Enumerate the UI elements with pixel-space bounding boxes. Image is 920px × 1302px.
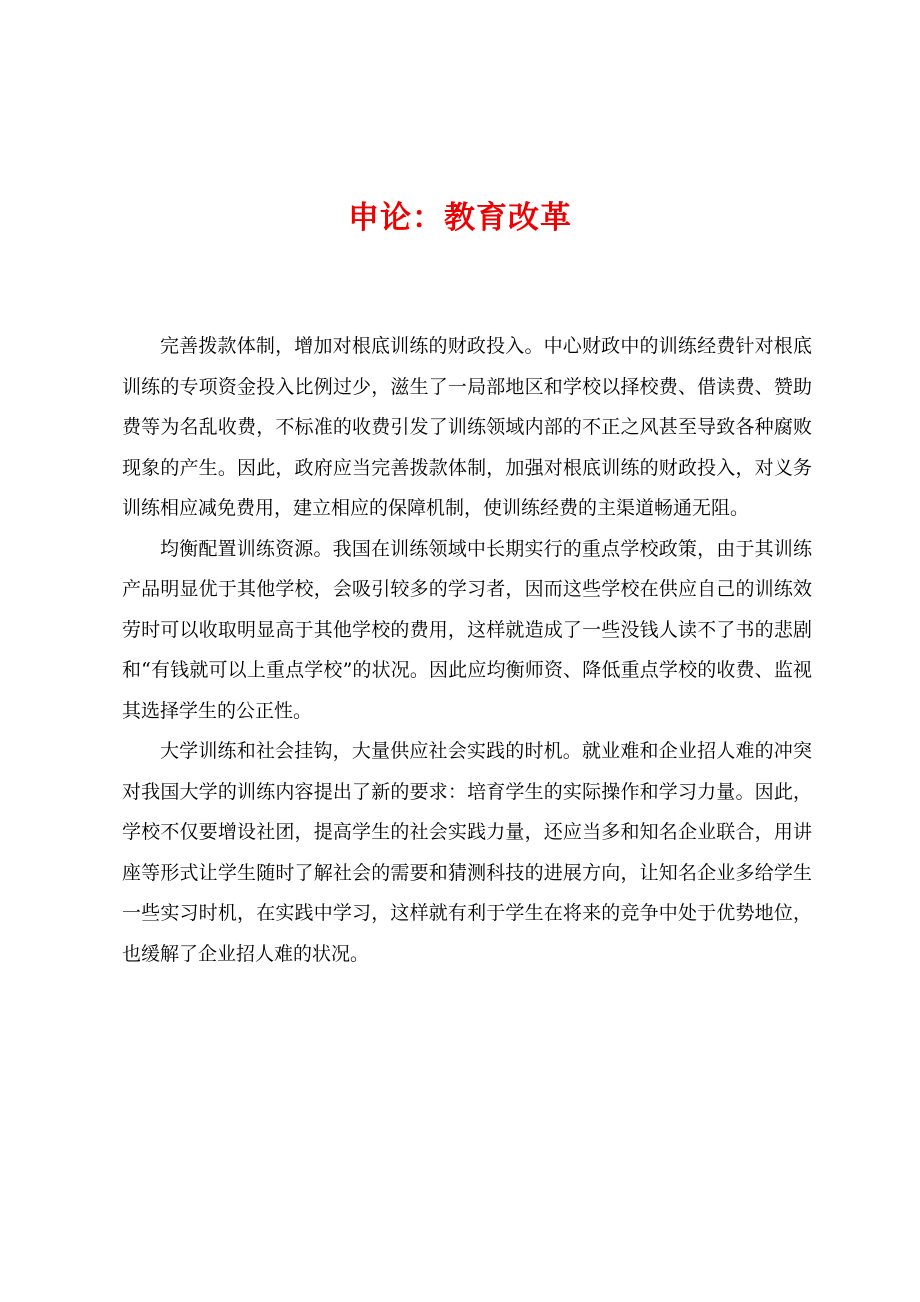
paragraph-2: 均衡配置训练资源。我国在训练领域中长期实行的重点学校政策，由于其训练产品明显优于其他学校，会吸引较多的学习者，因而这些学校在供应自己的训练效劳时可以收取明显高于其他学校的费用，这样就造成了一些没钱人读不了书的悲剧和“有钱就可以上重点学校”的状况。因此应均衡师资、降低重点学校的收费、监视其选择学生的公正性。	[122, 537, 812, 722]
article-body	[122, 326, 812, 974]
page-title: 申论：教育改革	[348, 200, 572, 236]
paragraph-1: 完善拨款体制，增加对根底训练的财政投入。中心财政中的训练经费针对根底训练的专项资金投入比例过少，滋生了一局部地区和学校以择校费、借读费、赞助费等为名乱收费，不标准的收费引发了训练领域内部的不正之风甚至导致各种腐败现象的产生。因此，政府应当完善拨款体制，加强对根底训练的财政投入，对义务训练相应减免费用，建立相应的保障机制，使训练经费的主渠道畅通无阻。	[122, 335, 812, 519]
paragraph-3: 大学训练和社会挂钩，大量供应社会实践的时机。就业难和企业招人难的冲突对我国大学的训练内容提出了新的要求：培育学生的实际操作和学习力量。因此，学校不仅要增设社团，提高学生的社会实践力量，还应当多和知名企业联合，用讲座等形式让学生随时了解社会的需要和猜测科技的进展方向，让知名企业多给学生一些实习时机，在实践中学习，这样就有利于学生在将来的竞争中处于优势地位，也缓解了企业招人难的状况。	[122, 740, 812, 965]
